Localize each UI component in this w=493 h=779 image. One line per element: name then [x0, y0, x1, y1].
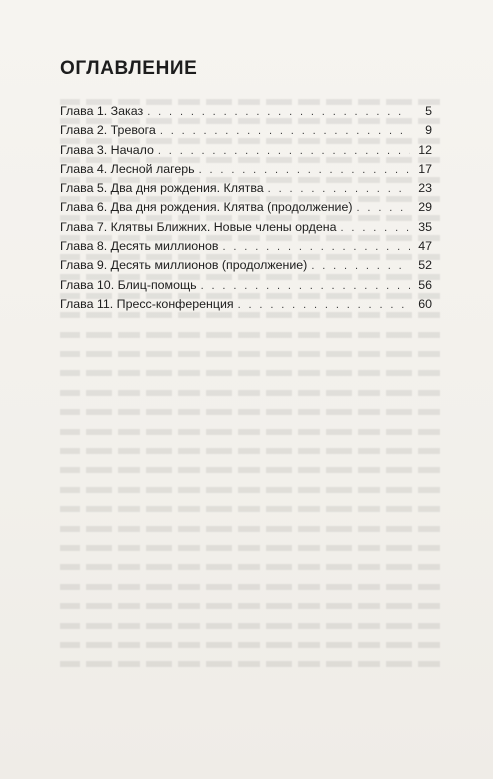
toc-entry-page: 17	[418, 161, 432, 176]
toc-leader-dots	[268, 180, 410, 199]
toc-entry-title: Глава 8. Десять миллионов	[60, 239, 219, 254]
toc-entry	[60, 198, 432, 217]
toc-leader-dots	[311, 257, 410, 276]
toc-leader-dots	[199, 161, 410, 180]
toc-entry-title: Глава 2. Тревога	[60, 123, 156, 138]
toc-leader-dots	[201, 277, 410, 296]
toc-entry	[60, 141, 432, 160]
toc-entry-title: Глава 3. Начало	[60, 142, 154, 157]
toc-entry-title: Глава 4. Лесной лагерь	[60, 161, 195, 176]
toc-leader-dots	[158, 142, 410, 161]
page-title: ОГЛАВЛЕНИЕ	[60, 58, 198, 79]
toc-entry-page: 35	[418, 219, 432, 234]
toc-entry	[60, 295, 432, 314]
toc-entry-title: Глава 1. Заказ	[60, 104, 144, 118]
toc-entry-title: Глава 10. Блиц-помощь	[60, 277, 197, 292]
toc-entry-page: 12	[418, 142, 432, 157]
toc-leader-dots	[341, 219, 410, 238]
toc-entry-page: 9	[425, 123, 432, 138]
toc-entry-title: Глава 11. Пресс-конференция	[60, 296, 234, 311]
toc-entry-title: Глава 6. Два дня рождения. Клятва (продолжение)	[60, 200, 353, 215]
toc-entry	[60, 237, 432, 256]
toc-entry-page: 52	[418, 258, 432, 273]
toc-entry	[60, 218, 432, 237]
toc-leader-dots	[147, 103, 410, 122]
toc-entry	[60, 121, 432, 140]
toc-entry-page: 5	[425, 104, 432, 118]
toc-entry	[60, 276, 432, 295]
toc-leader-dots	[238, 296, 410, 315]
toc-leader-dots	[222, 238, 410, 257]
toc-entry	[60, 179, 432, 198]
toc-entry-page: 56	[418, 277, 432, 292]
toc-entry	[60, 102, 432, 121]
toc-entry-page: 29	[418, 200, 432, 215]
toc-entry-page: 60	[418, 296, 432, 311]
toc-entry-page: 23	[418, 181, 432, 196]
toc-entry	[60, 256, 432, 275]
table-of-contents	[60, 102, 432, 314]
toc-entry-page: 47	[418, 239, 432, 254]
toc-leader-dots	[357, 199, 411, 218]
toc-entry-title: Глава 7. Клятвы Ближних. Новые члены ордена	[60, 219, 337, 234]
toc-entry-title: Глава 9. Десять миллионов (продолжение)	[60, 258, 308, 273]
toc-entry-title: Глава 5. Два дня рождения. Клятва	[60, 181, 264, 196]
toc-entry	[60, 160, 432, 179]
toc-leader-dots	[160, 122, 410, 141]
